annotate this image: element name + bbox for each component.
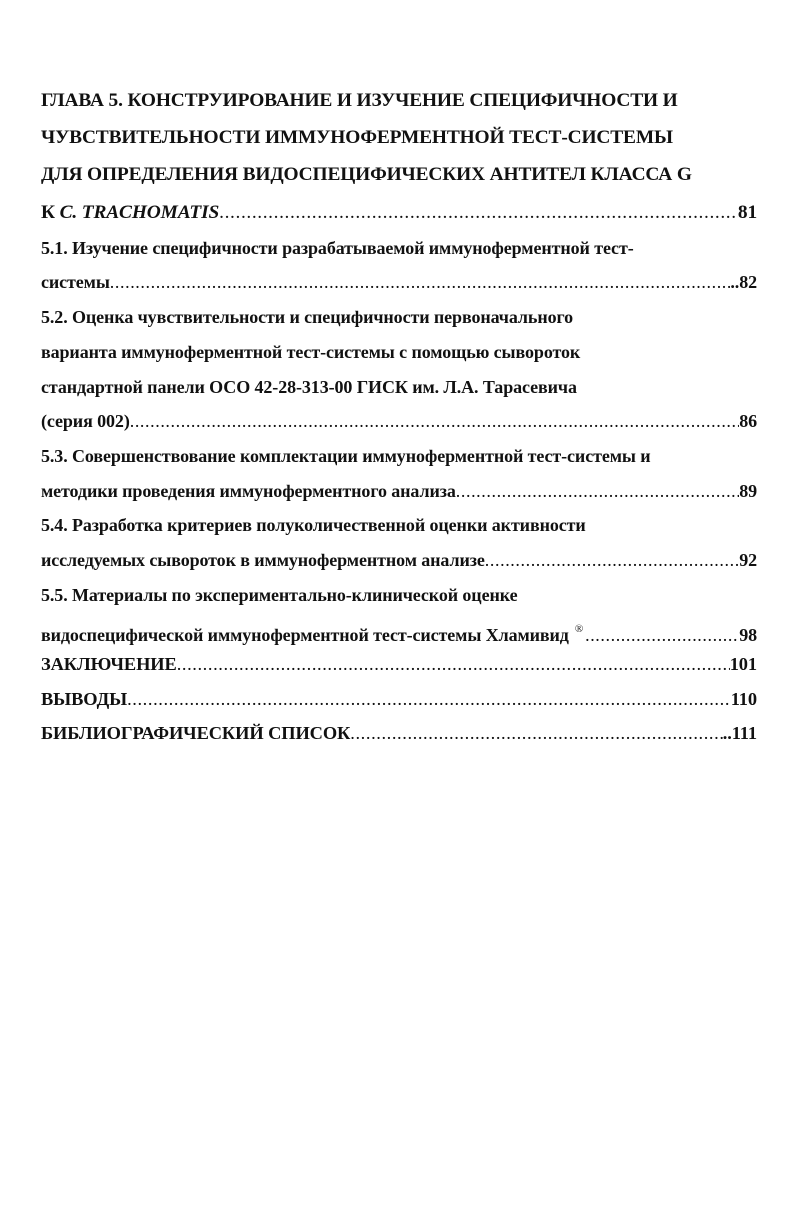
dot-leader bbox=[485, 543, 739, 578]
toc-5-2-line2: варианта иммуноферментной тест-системы с помощью сывороток bbox=[41, 341, 581, 362]
registered-mark: ® bbox=[574, 623, 584, 636]
toc-5-5-page: 98 bbox=[739, 625, 757, 646]
dot-leader bbox=[350, 716, 722, 751]
toc-5-2-line3: стандартной панели ОСО 42-28-313-00 ГИСК им. Л.А. Тарасевича bbox=[41, 376, 577, 397]
dot-leader bbox=[127, 682, 731, 717]
toc-conclusion[interactable] bbox=[41, 647, 757, 682]
toc-bibliography[interactable] bbox=[41, 716, 757, 751]
dot-leader bbox=[110, 265, 731, 300]
toc-5-3-page: 89 bbox=[739, 480, 757, 501]
toc-5-5-line2[interactable] bbox=[41, 612, 757, 647]
toc-conclusion-title: ЗАКЛЮЧЕНИЕ bbox=[41, 654, 177, 674]
toc-5-5-text bbox=[41, 612, 585, 647]
dot-leader bbox=[456, 474, 739, 509]
toc-5-1-text: системы bbox=[41, 272, 110, 293]
toc-5-2-line1: 5.2. Оценка чувствительности и специфичности первоначального bbox=[41, 307, 574, 328]
toc-5-2-line4[interactable] bbox=[41, 404, 757, 439]
toc-chapter5-page: 81 bbox=[737, 201, 757, 223]
toc-conclusion-page: 101 bbox=[729, 654, 757, 674]
toc-findings[interactable] bbox=[41, 682, 757, 717]
toc-5-4-text: исследуемых сывороток в иммуноферментном анализе bbox=[41, 549, 485, 570]
toc-bibliography-page: ..111 bbox=[722, 723, 757, 744]
toc-5-1-line1: 5.1. Изучение специфичности разрабатываемой иммуноферментной тест- bbox=[41, 237, 634, 258]
toc-chapter5-prefix: К bbox=[41, 201, 60, 223]
toc-chapter5-line3: ДЛЯ ОПРЕДЕЛЕНИЯ ВИДОСПЕЦИФИЧЕСКИХ АНТИТЕЛ КЛАССА G bbox=[41, 164, 692, 186]
toc-5-5-line1: 5.5. Материалы по экспериментально-клинической оценке bbox=[41, 584, 518, 605]
toc-5-4-page: 92 bbox=[739, 549, 757, 570]
toc-5-1-line2[interactable] bbox=[41, 265, 757, 300]
toc-chapter5-line4[interactable] bbox=[41, 194, 757, 231]
toc-5-3-text: методики проведения иммуноферментного анализа bbox=[41, 480, 456, 501]
toc-chapter5-line2: ЧУВСТВИТЕЛЬНОСТИ ИММУНОФЕРМЕНТНОЙ ТЕСТ-СИСТЕМЫ bbox=[41, 127, 673, 149]
toc-5-4-line2[interactable] bbox=[41, 543, 757, 578]
toc-5-2-text: (серия 002) bbox=[41, 411, 130, 432]
toc-chapter5-line4-text bbox=[41, 194, 219, 231]
toc-5-1-page: ..82 bbox=[730, 272, 757, 293]
toc-5-5-title: видоспецифической иммуноферментной тест-системы Хламивид bbox=[41, 625, 569, 646]
toc-5-2-page: 86 bbox=[739, 411, 757, 432]
toc-5-3-line2[interactable] bbox=[41, 474, 757, 509]
dot-leader bbox=[585, 618, 739, 647]
dot-leader bbox=[177, 647, 730, 682]
toc-findings-title: ВЫВОДЫ bbox=[41, 688, 128, 709]
table-of-contents bbox=[41, 82, 757, 751]
toc-bibliography-title: БИБЛИОГРАФИЧЕСКИЙ СПИСОК bbox=[41, 723, 351, 744]
toc-findings-page: 110 bbox=[730, 688, 757, 709]
toc-chapter5-line1: ГЛАВА 5. КОНСТРУИРОВАНИЕ И ИЗУЧЕНИЕ СПЕЦИФИЧНОСТИ И bbox=[41, 90, 678, 111]
toc-5-3-line1: 5.3. Совершенствование комплектации иммуноферментной тест-системы и bbox=[41, 445, 651, 466]
dot-leader bbox=[130, 404, 739, 439]
toc-chapter5-organism: C. TRACHOMATIS bbox=[59, 201, 220, 223]
toc-5-4-line1: 5.4. Разработка критериев полуколичественной оценки активности bbox=[41, 515, 586, 536]
dot-leader bbox=[219, 194, 738, 231]
